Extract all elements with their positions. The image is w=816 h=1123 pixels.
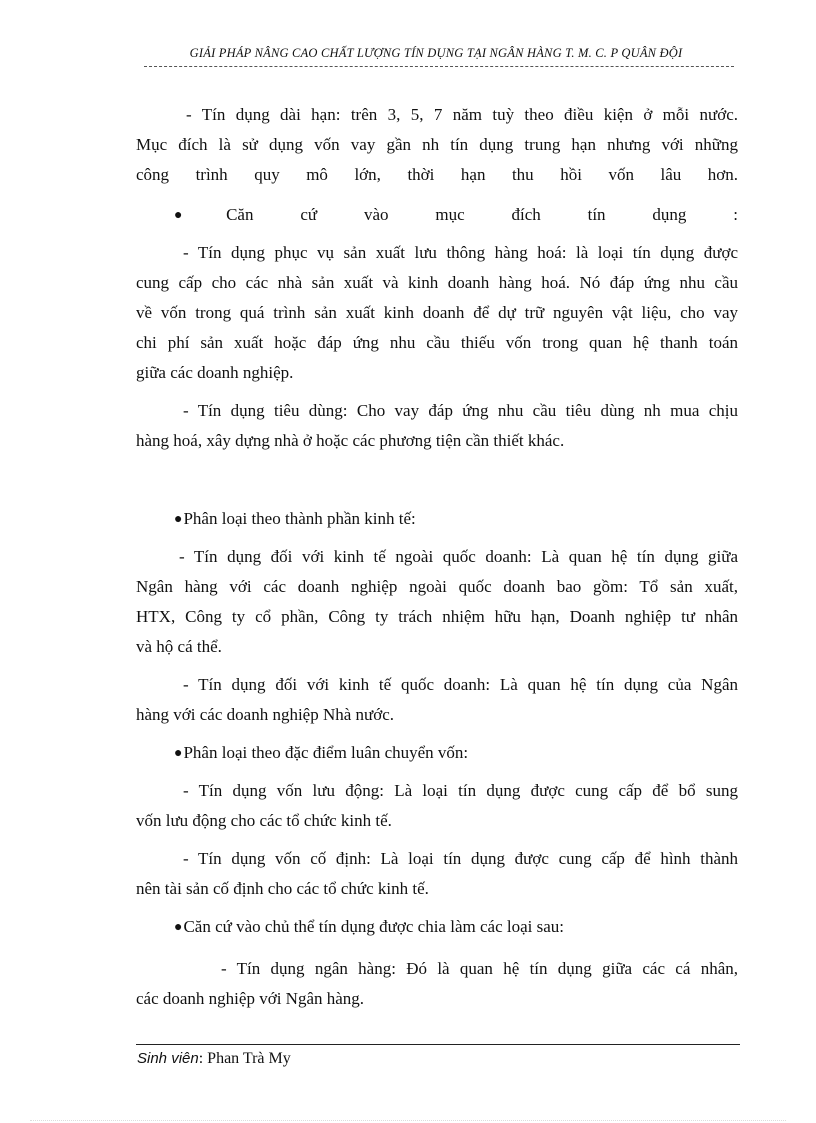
text-line: các doanh nghiệp với Ngân hàng. [136, 989, 365, 1008]
bullet-heading-text: Căn cứ vào chủ thể tín dụng được chia làm các loại sau: [183, 917, 564, 936]
footer-rule [136, 1044, 740, 1045]
page-bottom-border [30, 1120, 786, 1121]
bullet-icon: ● [174, 920, 183, 935]
text-line: Mục đích là sử dụng vốn vay gần nh tín dụng trung hạn nhưng với những [136, 135, 738, 154]
text-line: giữa các doanh nghiệp. [136, 363, 294, 382]
text-line: - Tín dụng ngân hàng: Đó là quan hệ tín dụng giữa các cá nhân, [221, 959, 738, 978]
bullet-icon: ● [174, 746, 183, 761]
text-line: Ngân hàng với các doanh nghiệp ngoài quốc doanh bao gồm: Tổ sản xuất, [136, 577, 738, 596]
text-line: và hộ cá thể. [136, 637, 222, 656]
bullet-heading-text: Căn cứ vào mục đích tín dụng : [226, 205, 738, 224]
text-line: hàng hoá, xây dựng nhà ở hoặc các phương tiện cần thiết khác. [136, 431, 565, 450]
footer-separator: : [198, 1050, 204, 1067]
student-name: Phan Trà My [207, 1050, 291, 1067]
text-line: - Tín dụng tiêu dùng: Cho vay đáp ứng nhu cầu tiêu dùng nh mua chịu [183, 401, 738, 420]
bullet-heading [174, 742, 468, 766]
bullet-heading-text: Phân loại theo thành phần kinh tế: [183, 509, 416, 528]
text-line: chi phí sản xuất hoặc đáp ứng nhu cầu thiếu vốn trong quan hệ thanh toán [136, 333, 738, 352]
text-line: - Tín dụng vốn cố định: Là loại tín dụng được cung cấp để hình thành [183, 849, 738, 868]
text-line: hàng với các doanh nghiệp Nhà nước. [136, 705, 395, 724]
text-line: - Tín dụng dài hạn: trên 3, 5, 7 năm tuỳ theo điều kiện ở mỗi nước. [186, 105, 738, 124]
running-header: GIẢI PHÁP NÂNG CAO CHẤT LƯỢNG TÍN DỤNG TẠI NGÂN HÀNG T. M. C. P QUÂN ĐỘI [189, 46, 683, 60]
header-dashed-rule [144, 66, 734, 67]
footer-label: Sinh viên [137, 1050, 199, 1067]
text-line: - Tín dụng phục vụ sản xuất lưu thông hàng hoá: là loại tín dụng được [183, 243, 738, 262]
bullet-icon: ● [174, 512, 183, 527]
text-line: nên tài sản cố định cho các tổ chức kinh tế. [136, 879, 429, 898]
bullet-heading [174, 508, 416, 532]
text-line: - Tín dụng vốn lưu động: Là loại tín dụng được cung cấp để bổ sung [183, 781, 738, 800]
text-line: HTX, Công ty cổ phần, Công ty trách nhiệm hữu hạn, Doanh nghiệp tư nhân [136, 607, 738, 626]
footer [137, 1049, 291, 1069]
text-line: cung cấp cho các nhà sản xuất và kinh doanh hàng hoá. Nó đáp ứng nhu cầu [136, 273, 738, 292]
bullet-heading [174, 204, 738, 228]
text-line: - Tín dụng đối với kinh tế ngoài quốc doanh: Là quan hệ tín dụng giữa [179, 547, 738, 566]
text-line: về vốn trong quá trình sản xuất kinh doanh để dự trữ nguyên vật liệu, cho vay [136, 303, 738, 322]
bullet-heading-text: Phân loại theo đặc điểm luân chuyển vốn: [183, 743, 469, 762]
text-line: công trình quy mô lớn, thời hạn thu hồi vốn lâu hơn. [136, 165, 738, 184]
bullet-heading [174, 916, 564, 940]
text-line: vốn lưu động cho các tổ chức kinh tế. [136, 811, 392, 830]
text-line: - Tín dụng đối với kinh tế quốc doanh: Là quan hệ tín dụng của Ngân [183, 675, 738, 694]
bullet-icon: ● [174, 208, 226, 223]
